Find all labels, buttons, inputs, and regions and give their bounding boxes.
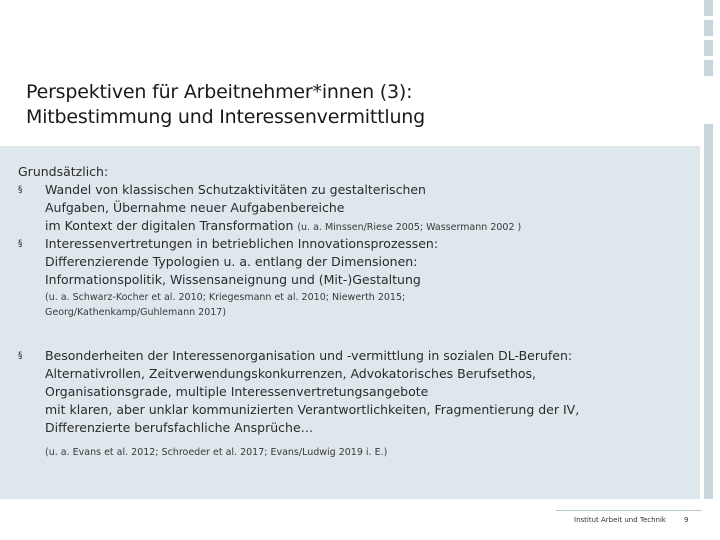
bullet-3-line-1: Besonderheiten der Interessenorganisation und -vermittlung in sozialen DL-Berufen: — [45, 348, 573, 363]
bullet-2-line-3: Informationspolitik, Wissensaneignung und (Mit-)Gestaltung — [45, 272, 421, 287]
decorative-bar — [704, 60, 713, 76]
decorative-bar — [704, 124, 713, 499]
bullet-1-text: im Kontext der digitalen Transformation — [45, 218, 298, 233]
footer-divider — [556, 510, 702, 511]
decorative-bar — [704, 0, 713, 16]
bullet-3-line-5: Differenzierte berufsfachliche Ansprüche… — [45, 420, 314, 435]
bullet-2-citation-1: (u. a. Schwarz-Kocher et al. 2010; Kriegesmann et al. 2010; Niewerth 2015; — [45, 292, 406, 303]
content-heading: Grundsätzlich: — [18, 164, 109, 179]
bullet-icon: § — [18, 351, 23, 361]
bullet-1-line-1: Wandel von klassischen Schutzaktivitäten zu gestalterischen — [45, 182, 426, 197]
bullet-3-line-2: Alternativrollen, Zeitverwendungskonkurrenzen, Advokatorisches Berufsethos, — [45, 366, 537, 381]
slide-title — [26, 80, 686, 130]
bullet-2-line-1: Interessenvertretungen in betrieblichen Innovationsprozessen: — [45, 236, 439, 251]
decorative-bar — [704, 20, 713, 36]
title-line-1: Perspektiven für Arbeitnehmer*innen (3): — [26, 81, 413, 103]
footer-institute: Institut Arbeit und Technik — [574, 516, 666, 524]
bullet-2-line-2: Differenzierende Typologien u. a. entlang der Dimensionen: — [45, 254, 418, 269]
bullet-icon: § — [18, 185, 23, 195]
bullet-3-line-4: mit klaren, aber unklar kommunizierten Verantwortlichkeiten, Fragmentierung der IV, — [45, 402, 580, 417]
bullet-icon: § — [18, 239, 23, 249]
bullet-2-citation-2: Georg/Kathenkamp/Guhlemann 2017) — [45, 307, 227, 318]
bullet-1-line-3 — [45, 217, 521, 237]
decorative-bar — [704, 40, 713, 56]
bullet-3-citation: (u. a. Evans et al. 2012; Schroeder et al. 2017; Evans/Ludwig 2019 i. E.) — [45, 447, 388, 458]
page-number: 9 — [684, 516, 689, 524]
bullet-3-line-3: Organisationsgrade, multiple Interessenvertretungsangebote — [45, 384, 429, 399]
bullet-1-line-2: Aufgaben, Übernahme neuer Aufgabenbereiche — [45, 200, 345, 215]
bullet-1-citation: (u. a. Minssen/Riese 2005; Wassermann 2002 ) — [297, 222, 522, 233]
title-line-2: Mitbestimmung und Interessenvermittlung — [26, 106, 426, 128]
